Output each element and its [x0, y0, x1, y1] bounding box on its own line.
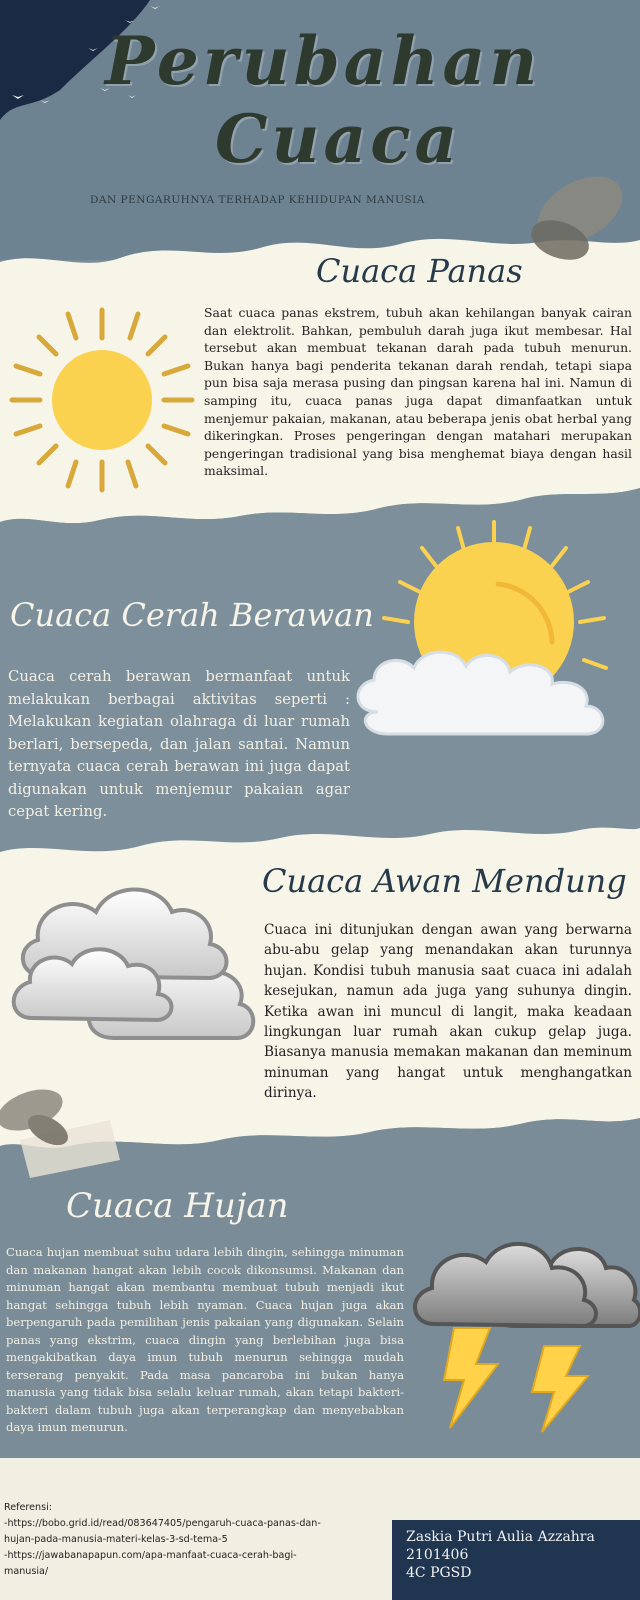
- reference-link-1[interactable]: -https://bobo.grid.id/read/083647405/pengaruh-cuaca-panas-dan-hujan-pada-manusia-materi-kelas-3-sd-tema-5: [4, 1518, 321, 1545]
- text-cuaca-hujan: Cuaca hujan membuat suhu udara lebih dingin, sehingga minuman dan makanan hangat akan lebih cocok dikonsumsi. Makanan dan minuman hangat akan membantu membuat tubuh menjadi ikut hangat sehingga tubuh lebih nyaman. Cuaca hujan juga akan berpengaruh pada pemilihan jenis pakaian yang digunakan. Selain panas yang ekstrim, cuaca dingin yang berlebihan juga bisa mengakibatkan daya imun tubuh menurun sehingga mudah terserang penyakit. Pada masa pancaroba ini bukan hanya manusia yang tidak bisa selalu keluar rumah, akan tetapi bakteri-bakteri dalam tubuh juga akan terperangkap dan menyebabkan daya imun menurun.: [6, 1245, 404, 1434]
- page-title-line2: Cuaca: [215, 100, 462, 178]
- storm-icon: [404, 1196, 640, 1446]
- references-label: Referensi:: [4, 1502, 53, 1513]
- author-id: 2101406: [406, 1547, 469, 1563]
- page-subtitle: DAN PENGARUHNYA TERHADAP KEHIDUPAN MANUSIA: [90, 194, 425, 206]
- page-title-line1: Perubahan: [105, 22, 542, 100]
- author-block: [406, 1528, 636, 1582]
- heading-cuaca-panas: Cuaca Panas: [316, 252, 523, 290]
- sun-icon: [4, 300, 204, 500]
- sun-cloud-icon: [348, 512, 640, 762]
- text-cuaca-panas: Saat cuaca panas ekstrem, tubuh akan kehilangan banyak cairan dan elektrolit. Bahkan, pembuluh darah juga ikut membesar. Hal tersebut akan membuat tekanan darah pada tubuh menurun. Bukan hanya bagi penderita tekanan darah rendah, tetapi siapa pun bisa saja merasa pusing dan pingsan karena hal ini. Namun di samping itu, cuaca panas juga dapat dimanfaatkan untuk menjemur pakaian, makanan, atau beberapa jenis obat herbal yang dikeringkan. Proses pengeringan dengan matahari merupakan pengeringan tradisional yang bisa menghemat biaya dengan hasil maksimal.: [204, 305, 632, 479]
- heading-cuaca-cerah-berawan: Cuaca Cerah Berawan: [10, 596, 374, 634]
- text-cuaca-awan-mendung: Cuaca ini ditunjukan dengan awan yang berwarna abu-abu gelap yang menandakan akan turunnya hujan. Kondisi tubuh manusia saat cuaca ini adalah kesejukan, namun ada juga yang suhunya dingin. Ketika awan ini muncul di langit, maka keadaan lingkungan luar rumah akan cukup gelap juga. Biasanya manusia memakan makanan dan meminum minuman yang hangat untuk menghangatkan dirinya.: [264, 922, 632, 1102]
- author-name: Zaskia Putri Aulia Azzahra: [406, 1529, 595, 1545]
- cloudy-icon: [4, 868, 260, 1054]
- text-cuaca-cerah-berawan: Cuaca cerah berawan bermanfaat untuk melakukan berbagai aktivitas seperti : Melakukan kegiatan olahraga di luar rumah berlari, bersepeda, dan jalan santai. Namun ternyata cuaca cerah berawan ini juga dapat digunakan untuk menjemur pakaian agar cepat kering.: [8, 668, 350, 820]
- references-block: [4, 1500, 334, 1580]
- heading-cuaca-awan-mendung: Cuaca Awan Mendung: [262, 862, 627, 900]
- author-class: 4C PGSD: [406, 1565, 472, 1581]
- heading-cuaca-hujan: Cuaca Hujan: [66, 1186, 289, 1226]
- reference-link-2[interactable]: -https://jawabanapapun.com/apa-manfaat-cuaca-cerah-bagi-manusia/: [4, 1550, 297, 1577]
